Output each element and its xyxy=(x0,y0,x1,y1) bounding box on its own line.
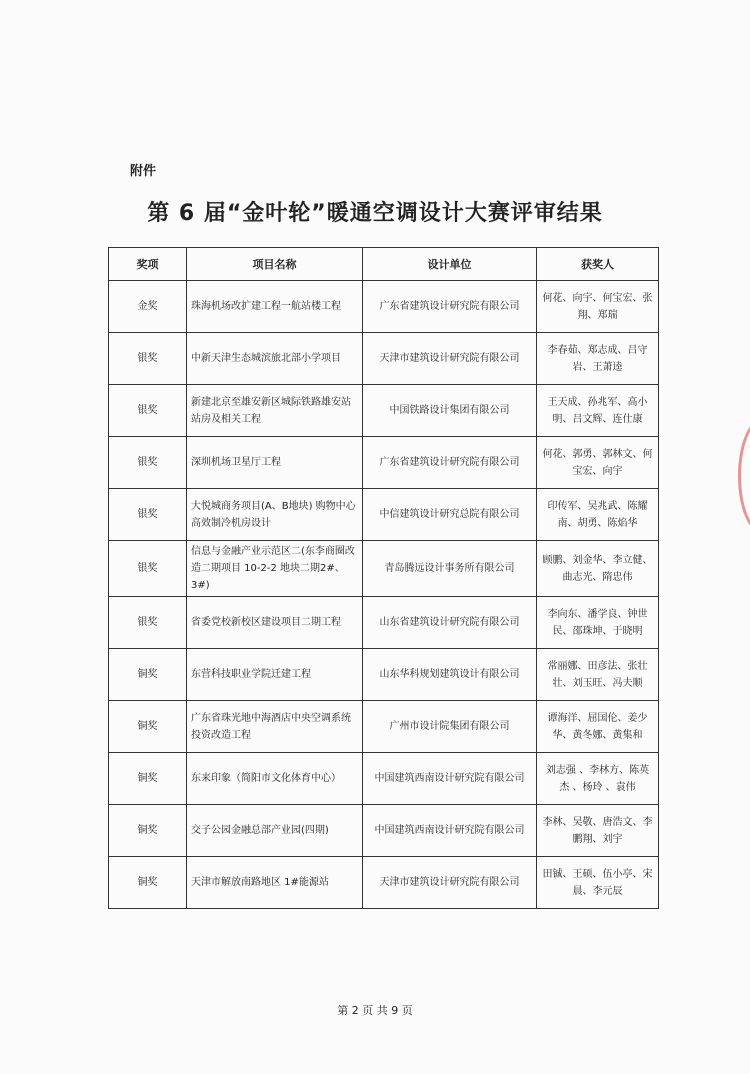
unit-cell: 中信建筑设计研究总院有限公司 xyxy=(363,489,537,541)
unit-cell: 中国铁路设计集团有限公司 xyxy=(363,385,537,437)
red-seal-stamp xyxy=(738,418,750,534)
project-cell: 东营科技职业学院迁建工程 xyxy=(187,649,363,701)
attachment-label: 附件 xyxy=(130,164,157,179)
page-title: 第 6 届“金叶轮”暖通空调设计大赛评审结果 xyxy=(147,201,603,226)
winners-cell: 李向东、潘学良、钟世民、邵珠坤、于晓明 xyxy=(537,597,659,649)
project-cell: 新建北京至雄安新区城际铁路雄安站站房及相关工程 xyxy=(187,385,363,437)
unit-cell: 青岛腾远设计事务所有限公司 xyxy=(363,541,537,597)
project-cell: 交子公园金融总部产业园(四期) xyxy=(187,805,363,857)
unit-cell: 天津市建筑设计研究院有限公司 xyxy=(363,857,537,909)
table-row xyxy=(109,437,659,489)
table-row xyxy=(109,385,659,437)
unit-cell: 山东华科规划建筑设计有限公司 xyxy=(363,649,537,701)
unit-cell: 山东省建筑设计研究院有限公司 xyxy=(363,597,537,649)
table-header-row xyxy=(109,248,659,281)
page-number: 第 2 页 共 9 页 xyxy=(337,1004,413,1017)
header-winners: 获奖人 xyxy=(537,248,659,281)
winners-cell: 印传军、吴兆武、陈耀南、胡勇、陈焰华 xyxy=(537,489,659,541)
table-row xyxy=(109,597,659,649)
winners-cell: 谭海洋、屈国伦、姜少华、黄冬娜、黄集和 xyxy=(537,701,659,753)
project-cell: 深圳机场卫星厅工程 xyxy=(187,437,363,489)
award-cell: 银奖 xyxy=(109,597,187,649)
winners-cell: 何花、郭勇、郭林文、何宝宏、向宇 xyxy=(537,437,659,489)
table-row xyxy=(109,333,659,385)
table-row xyxy=(109,857,659,909)
table-row xyxy=(109,649,659,701)
unit-cell: 广州市设计院集团有限公司 xyxy=(363,701,537,753)
award-cell: 银奖 xyxy=(109,437,187,489)
project-cell: 中新天津生态城滨旅北部小学项目 xyxy=(187,333,363,385)
table-row xyxy=(109,281,659,333)
project-cell: 大悦城商务项目(A、B地块) 购物中心高效制冷机房设计 xyxy=(187,489,363,541)
unit-cell: 中国建筑西南设计研究院有限公司 xyxy=(363,805,537,857)
award-cell: 铜奖 xyxy=(109,649,187,701)
project-cell: 天津市解放南路地区 1#能源站 xyxy=(187,857,363,909)
award-cell: 铜奖 xyxy=(109,753,187,805)
award-cell: 铜奖 xyxy=(109,701,187,753)
unit-cell: 广东省建筑设计研究院有限公司 xyxy=(363,281,537,333)
award-cell: 铜奖 xyxy=(109,805,187,857)
award-cell: 银奖 xyxy=(109,333,187,385)
award-cell: 银奖 xyxy=(109,541,187,597)
award-cell: 金奖 xyxy=(109,281,187,333)
header-unit: 设计单位 xyxy=(363,248,537,281)
table-row xyxy=(109,753,659,805)
winners-cell: 常丽娜、田彦法、张壮壮、刘玉旺、冯夫顺 xyxy=(537,649,659,701)
project-cell: 珠海机场改扩建工程一航站楼工程 xyxy=(187,281,363,333)
header-project: 项目名称 xyxy=(187,248,363,281)
winners-cell: 王天成、孙兆军、高小明、吕文辉、连仕康 xyxy=(537,385,659,437)
project-cell: 省委党校新校区建设项目二期工程 xyxy=(187,597,363,649)
unit-cell: 中国建筑西南设计研究院有限公司 xyxy=(363,753,537,805)
table-row xyxy=(109,489,659,541)
award-cell: 银奖 xyxy=(109,385,187,437)
table-row xyxy=(109,541,659,597)
winners-cell: 顾鹏、刘金华、李立健、曲志光、隋忠伟 xyxy=(537,541,659,597)
winners-cell: 何花、向宇、何宝宏、张翔、郑瑞 xyxy=(537,281,659,333)
table-row xyxy=(109,805,659,857)
header-award: 奖项 xyxy=(109,248,187,281)
winners-cell: 李林、吴敬、唐浩文、李鹏翔、刘宇 xyxy=(537,805,659,857)
winners-cell: 刘志强 、李林方、陈英杰 、杨玲 、袁伟 xyxy=(537,753,659,805)
unit-cell: 广东省建筑设计研究院有限公司 xyxy=(363,437,537,489)
project-cell: 广东省珠光地中海酒店中央空调系统投资改造工程 xyxy=(187,701,363,753)
unit-cell: 天津市建筑设计研究院有限公司 xyxy=(363,333,537,385)
results-table xyxy=(108,247,659,909)
project-cell: 信息与金融产业示范区二(东李商圈改造二期项目 10-2-2 地块二期2#、3#) xyxy=(187,541,363,597)
table-row xyxy=(109,701,659,753)
award-cell: 铜奖 xyxy=(109,857,187,909)
winners-cell: 田铖、王硕、伍小亭、宋晨、李元辰 xyxy=(537,857,659,909)
project-cell: 东来印象（简阳市文化体育中心） xyxy=(187,753,363,805)
winners-cell: 李春茹、郑志成、吕守岩、王萧逵 xyxy=(537,333,659,385)
award-cell: 银奖 xyxy=(109,489,187,541)
